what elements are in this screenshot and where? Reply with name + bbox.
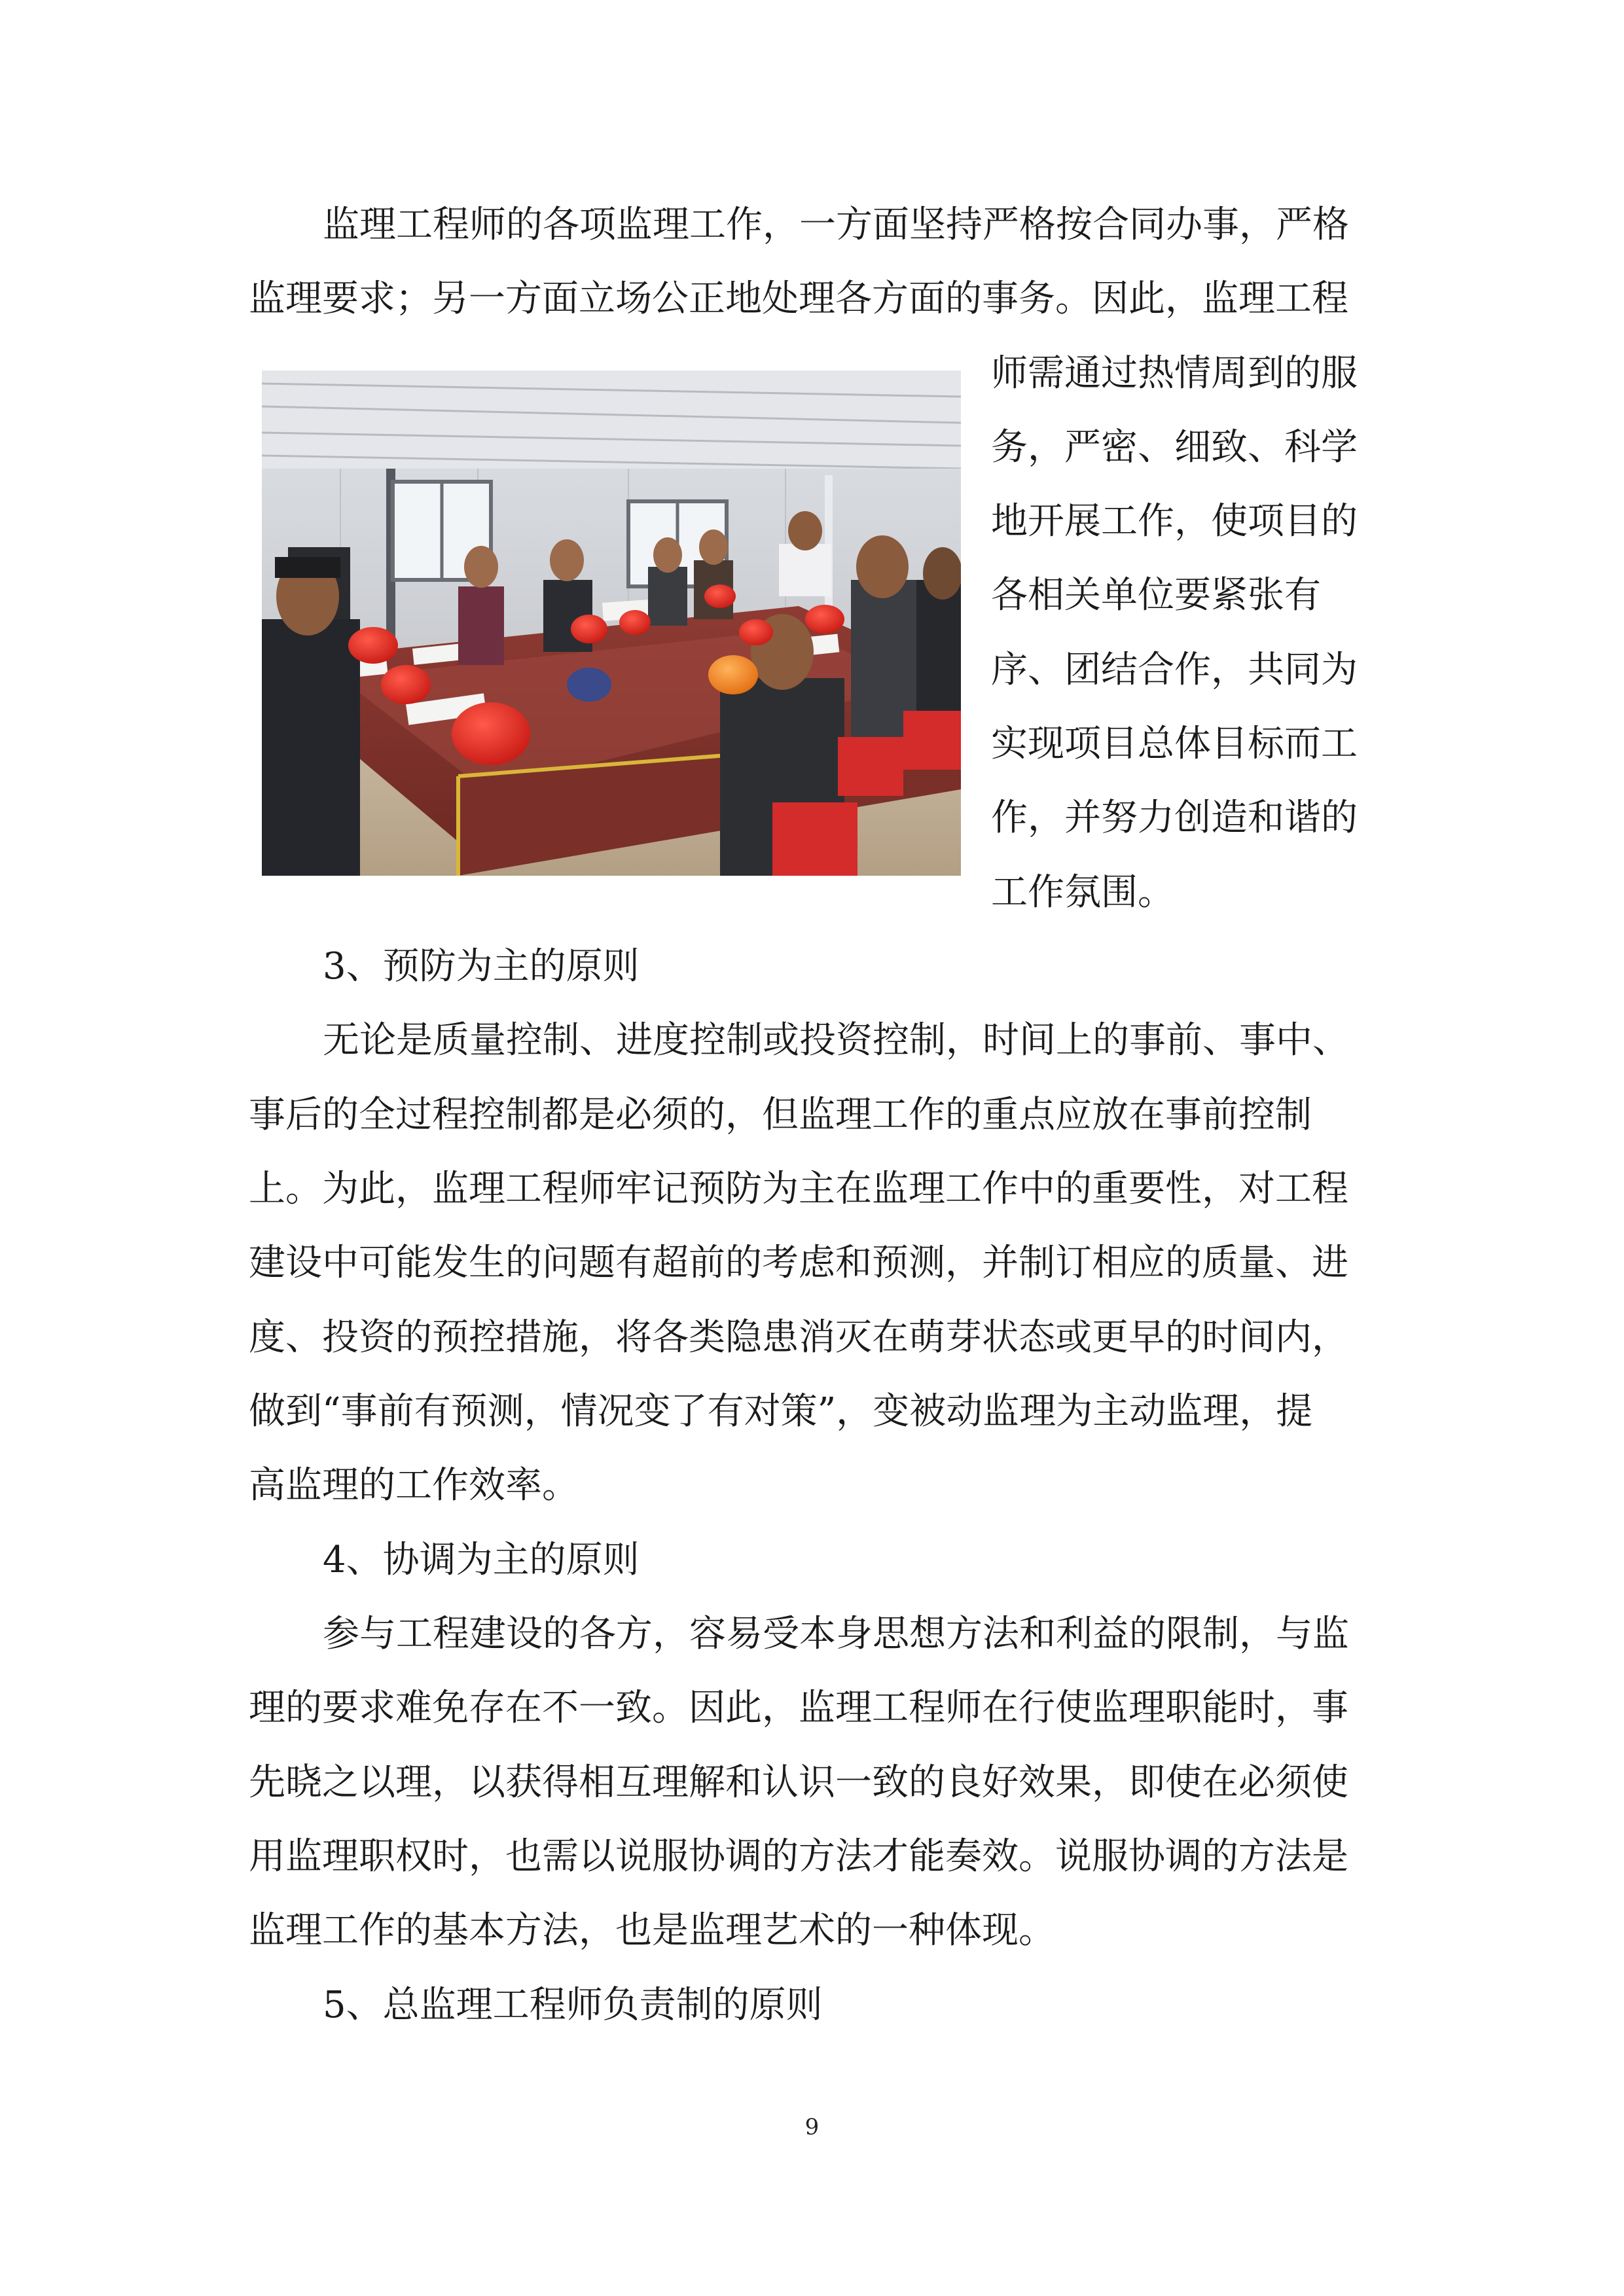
paragraph-1-line-4: 务，严密、细致、科学 (991, 426, 1358, 469)
section-3-heading: 3、预防为主的原则 (323, 945, 640, 988)
paragraph-1-line-8: 实现项目总体目标而工 (991, 723, 1358, 765)
paragraph-1-line-6: 各相关单位要紧张有 (991, 574, 1321, 617)
paragraph-1-line-5: 地开展工作，使项目的 (991, 500, 1358, 543)
paragraph-1-line-7: 序、团结合作，共同为 (991, 649, 1358, 691)
section-3-line-4: 建设中可能发生的问题有超前的考虑和预测，并制订相应的质量、进 (249, 1242, 1348, 1284)
paragraph-1-line-10: 工作氛围。 (991, 871, 1174, 914)
paragraph-1-line-2: 监理要求；另一方面立场公正地处理各方面的事务。因此，监理工程 (249, 278, 1348, 320)
meeting-photo-icon (262, 370, 961, 876)
paragraph-1-line-9: 作，并努力创造和谐的 (991, 797, 1358, 839)
section-3-line-2: 事后的全过程控制都是必须的，但监理工作的重点应放在事前控制 (249, 1094, 1312, 1136)
meeting-photo (262, 370, 961, 876)
section-3-line-7: 高监理的工作效率。 (249, 1464, 579, 1507)
section-4-line-4: 用监理职权时，也需以说服协调的方法才能奏效。说服协调的方法是 (249, 1835, 1348, 1878)
section-4-line-3: 先晓之以理，以获得相互理解和认识一致的良好效果，即使在必须使 (249, 1761, 1348, 1804)
section-5-heading: 5、总监理工程师负责制的原则 (323, 1984, 823, 2026)
page-number: 9 (804, 2114, 820, 2140)
section-4-line-2: 理的要求难免存在不一致。因此，监理工程师在行使监理职能时，事 (249, 1687, 1348, 1729)
section-3-line-6: 做到“事前有预测，情况变了有对策”，变被动监理为主动监理，提 (249, 1390, 1313, 1433)
section-4-line-5: 监理工作的基本方法，也是监理艺术的一种体现。 (249, 1909, 1055, 1952)
section-3-line-5: 度、投资的预控措施，将各类隐患消灭在萌芽状态或更早的时间内， (249, 1316, 1348, 1359)
section-4-heading: 4、协调为主的原则 (323, 1539, 640, 1581)
section-3-line-1: 无论是质量控制、进度控制或投资控制，时间上的事前、事中、 (323, 1019, 1349, 1062)
section-4-line-1: 参与工程建设的各方，容易受本身思想方法和利益的限制，与监 (323, 1613, 1349, 1655)
paragraph-1-line-1: 监理工程师的各项监理工作，一方面坚持严格按合同办事，严格 (323, 204, 1349, 246)
section-3-line-3: 上。为此，监理工程师牢记预防为主在监理工作中的重要性，对工程 (249, 1168, 1348, 1210)
paragraph-1-line-3: 师需通过热情周到的服 (991, 352, 1358, 395)
